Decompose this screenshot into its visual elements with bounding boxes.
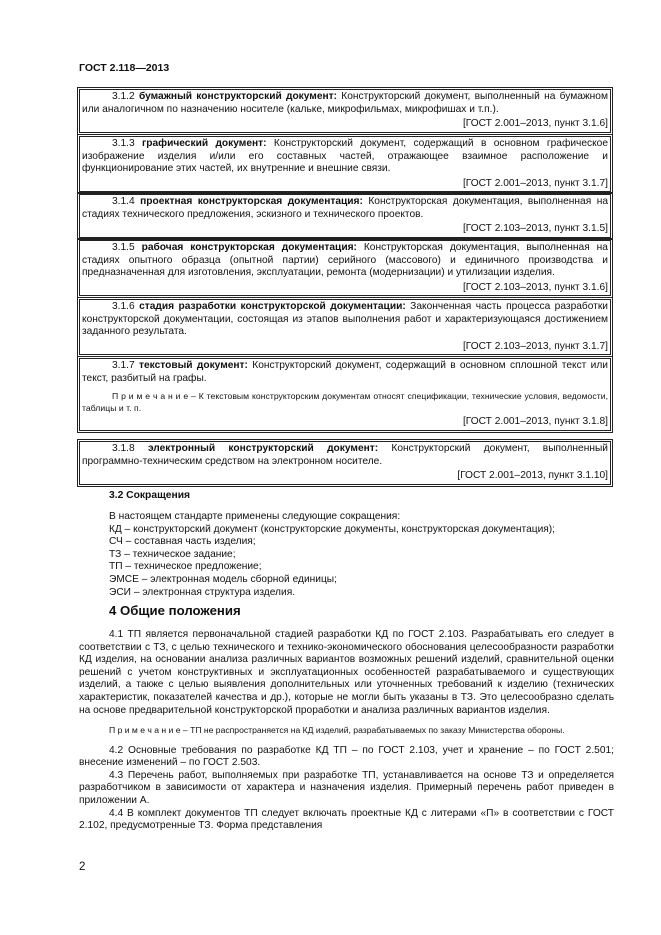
abbreviation-intro: В настоящем стандарте применены следующие сокращения: xyxy=(109,511,401,522)
definition-text: 3.1.8 электронный конструкторский документ: Конструкторский документ, выполненный программно-техническим средством на электронном носителе. xyxy=(82,443,608,467)
abbreviation-item: ТП – техническое предложение; xyxy=(109,561,262,573)
paragraph-4-3: 4.3 Перечень работ, выполняемых при разработке ТП, устанавливается на основе ТЗ и определяется разработчиком в зависимости от характера и назначения изделия. Примерный перечень работ приведен в приложении А. xyxy=(79,769,614,807)
paragraph-4-1: 4.1 ТП является первоначальной стадией разработки КД по ГОСТ 2.103. Разрабатывать его следует в соответствии с ТЗ, с целью технического и технико-экономического обоснования целесообразности разработки КД изделия, на основании анализа различных вариантов возможных решений изделий, сравнительной оценки решений с учетом конструктивных и эксплуатационных особенностей разрабатываемого и существующих изделий, а также с целью выявления дополнительных или уточненных требований к изделию (технических характеристик, показателей качества и др.), которые не могли быть указаны в ТЗ. Это целесообразно сделать на основе предварительной конструкторской проработки и анализа различных вариантов изделия. xyxy=(79,629,614,716)
definition-box-3-1-7 xyxy=(79,358,611,431)
definition-term: бумажный конструкторский документ: xyxy=(138,91,338,102)
definition-source: [ГОСТ 2.001–2013, пункт 3.1.7] xyxy=(462,177,608,189)
definition-term: текстовый документ: xyxy=(138,360,248,371)
definition-source: [ГОСТ 2.001–2013, пункт 3.1.8] xyxy=(462,416,608,428)
definition-source: [ГОСТ 2.103–2013, пункт 3.1.6] xyxy=(462,281,608,293)
abbreviation-item: ЭМСЕ – электронная модель сборной единицы; xyxy=(109,573,337,585)
abbreviation-item: ЭСИ – электронная структура изделия. xyxy=(109,586,296,598)
paragraph-4-4: 4.4 В комплект документов ТП следует включать проектные КД с литерами «П» в соответствии с ГОСТ 2.102, предусмотренные ТЗ. Форма представления xyxy=(79,807,614,832)
definition-box-3-1-2 xyxy=(79,89,611,133)
definition-box-3-1-6 xyxy=(79,299,611,355)
section-heading-general: 4 Общие положения xyxy=(109,603,241,618)
page-number: 2 xyxy=(79,861,86,873)
definition-term: графический документ: xyxy=(142,138,267,149)
definition-box-3-1-4 xyxy=(79,194,611,238)
paragraph-note: П р и м е ч а н и е – ТП не распространяется на КД изделий, разрабатываемых по заказу Министерства обороны. xyxy=(109,725,565,736)
abbreviation-item: ТЗ – техническое задание; xyxy=(109,548,236,560)
definition-term: стадия разработки конструкторской документации: xyxy=(139,301,406,312)
definition-text: 3.1.4 проектная конструкторская документация: Конструкторская документация, выполненная на стадиях технического предложения, эскизного и технического проектов. xyxy=(82,196,608,220)
definition-source: [ГОСТ 2.001–2013, пункт 3.1.10] xyxy=(457,470,608,482)
definition-source: [ГОСТ 2.103–2013, пункт 3.1.5] xyxy=(462,223,608,235)
paragraph-4-2: 4.2 Основные требования по разработке КД ТП – по ГОСТ 2.103, учет и хранение – по ГОСТ 2.501; внесение изменений – по ГОСТ 2.503. xyxy=(79,744,614,769)
definition-text: 3.1.6 стадия разработки конструкторской документации: Законченная часть процесса разработки конструкторской документации, состоящая из этапов выполнения работ и характеризующаяся достижением заданного результата. xyxy=(82,301,608,338)
definition-source: [ГОСТ 2.001–2013, пункт 3.1.6] xyxy=(462,118,608,130)
definition-text: 3.1.3 графический документ: Конструкторский документ, содержащий в основном графическое изображение изделия и/или его составных частей, отражающее взаимное расположение и функционирование этих частей, их внутренние и внешние связи. xyxy=(82,138,608,175)
definition-box-3-1-5 xyxy=(79,240,611,296)
definition-box-3-1-3 xyxy=(79,136,611,192)
definition-term: рабочая конструкторская документация: xyxy=(141,242,357,253)
definition-source: [ГОСТ 2.103–2013, пункт 3.1.7] xyxy=(462,340,608,352)
definition-box-3-1-8 xyxy=(79,441,611,485)
definition-term: проектная конструкторская документация: xyxy=(140,196,363,207)
definition-text: 3.1.5 рабочая конструкторская документация: Конструкторская документация, выполненная на стадиях опытного образца (опытной партии) серийного (массового) и единичного производства и предназначенная для изготовления, эксплуатации, ремонта (модернизации) и утилизации изделия. xyxy=(82,242,608,279)
abbreviation-item: КД – конструкторский документ (конструкторские документы, конструкторская документация); xyxy=(109,523,556,535)
section-heading-abbreviations: 3.2 Сокращения xyxy=(109,490,191,501)
definition-note: П р и м е ч а н и е – К текстовым конструкторским документам относят спецификации, технические условия, ведомости, таблицы и т. п. xyxy=(82,391,609,413)
abbreviation-list xyxy=(109,511,609,599)
definition-term: электронный конструкторский документ: xyxy=(147,443,379,454)
definition-text: 3.1.7 текстовый документ: Конструкторский документ, содержащий в основном сплошной текст или текст, разбитый на графы. xyxy=(82,360,608,384)
abbreviation-item: СЧ – составная часть изделия; xyxy=(109,536,256,548)
document-header: ГОСТ 2.118—2013 xyxy=(79,62,170,74)
definition-text: 3.1.2 бумажный конструкторский документ: Конструкторский документ, выполненный на бумажном или аналогичном по назначению носителе (кальке, микрофильмах, микрофишах и т.п.). xyxy=(82,91,608,115)
section-body xyxy=(79,629,614,833)
